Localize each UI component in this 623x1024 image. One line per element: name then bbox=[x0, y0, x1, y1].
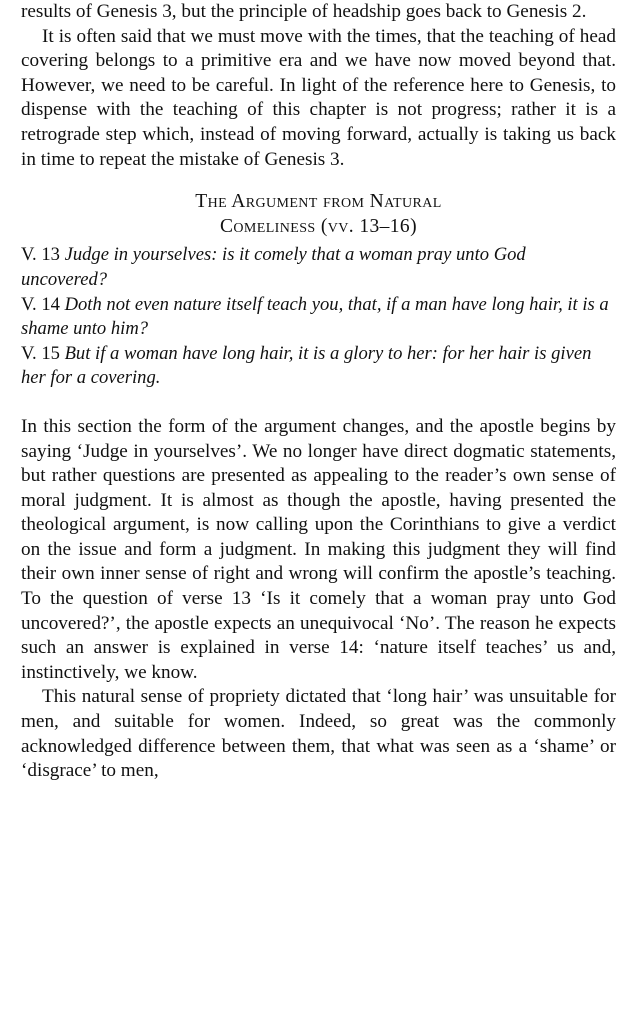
verse-15-ref: V. 15 bbox=[21, 342, 65, 364]
verse-15 bbox=[21, 342, 616, 391]
paragraph-continuation: results of Genesis 3, but the principle of headship goes back to Genesis 2. bbox=[21, 1, 587, 22]
verse-14-ref: V. 14 bbox=[21, 293, 65, 315]
section-heading bbox=[21, 190, 616, 239]
paragraph-natural-propriety: This natural sense of propriety dictated that ‘long hair’ was unsuitable for men, and suitable for women. Indeed, so great was the commonly acknowledged difference between them, that what was seen as a ‘shame’ or ‘disgrace’ to men, bbox=[21, 686, 616, 782]
paragraph-gap bbox=[21, 391, 616, 415]
section-heading-line-1: The Argument from Natural bbox=[195, 191, 442, 213]
verse-14-text: Doth not even nature itself teach you, that, if a man have long hair, it is a shame unto him? bbox=[21, 293, 609, 340]
paragraph-moving-with-times: It is often said that we must move with the times, that the teaching of head covering belongs to a primitive era and we have now moved beyond that. However, we need to be careful. In light of the reference here to Genesis, to dispense with the teaching of this chapter is not progress; rather it is a retrograde step which, instead of moving forward, actually is taking us back in time to repeat the mistake of Genesis 3. bbox=[21, 25, 616, 170]
verse-14 bbox=[21, 293, 616, 342]
paragraph-argument-changes: In this section the form of the argument changes, and the apostle begins by saying ‘Judge in yourselves’. We no longer have direct dogmatic statements, but rather questions are presented as appealing to the reader’s own sense of moral judgment. It is almost as though the apostle, having presented the theological argument, is now calling upon the Corinthians to give a verdict on the issue and form a judgment. In making this judgment they will find their own inner sense of right and wrong will confirm the apostle’s teaching. To the question of verse 13 ‘Is it comely that a woman pray unto God uncovered?’, the apostle expects an unequivocal ‘No’. The reason he expects such an answer is explained in verse 14: ‘nature itself teaches’ us and, instinctively, we know. bbox=[21, 415, 616, 683]
verse-13-text: Judge in yourselves: is it comely that a woman pray unto God uncovered? bbox=[21, 244, 526, 290]
page bbox=[21, 0, 616, 784]
verse-13-ref: V. 13 bbox=[21, 244, 65, 266]
verse-15-text: But if a woman have long hair, it is a glory to her: for her hair is given her for a covering. bbox=[21, 342, 592, 389]
section-heading-line-2: Comeliness (vv. 13–16) bbox=[220, 215, 417, 237]
verse-13 bbox=[21, 243, 616, 292]
